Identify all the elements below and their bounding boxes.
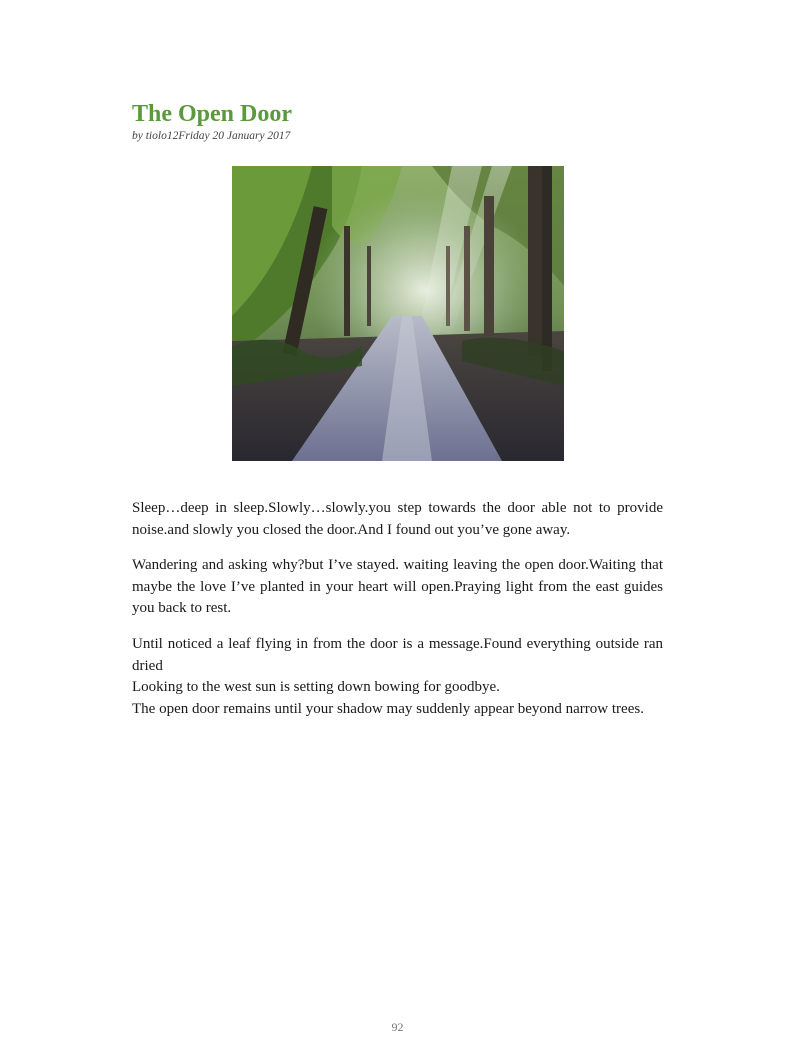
paragraph-3 [132, 634, 663, 720]
forest-path-image [232, 166, 564, 461]
paragraph-1: Sleep…deep in sleep.Slowly…slowly.you step towards the door able not to provide noise.and slowly you closed the door.And I found out you’ve gone away. [132, 500, 663, 538]
paragraph-3-line-3: The open door remains until your shadow may suddenly appear beyond narrow trees. [132, 700, 644, 717]
page-number: 92 [391, 1020, 404, 1034]
paragraph-3-line-2: Looking to the west sun is setting down bowing for goodbye. [132, 679, 500, 696]
paragraph-2: Wandering and asking why?but I’ve stayed. waiting leaving the open door.Waiting that maybe the love I’ve planted in your heart will open.Praying light from the east guides you back to rest. [132, 557, 663, 617]
paragraph-3-line-1: Until noticed a leaf flying in from the door is a message.Found everything outside ran dried [132, 635, 663, 674]
article-byline: by tiolo12Friday 20 January 2017 [132, 130, 291, 142]
article-title: The Open Door [132, 101, 293, 127]
article-body [132, 498, 663, 720]
